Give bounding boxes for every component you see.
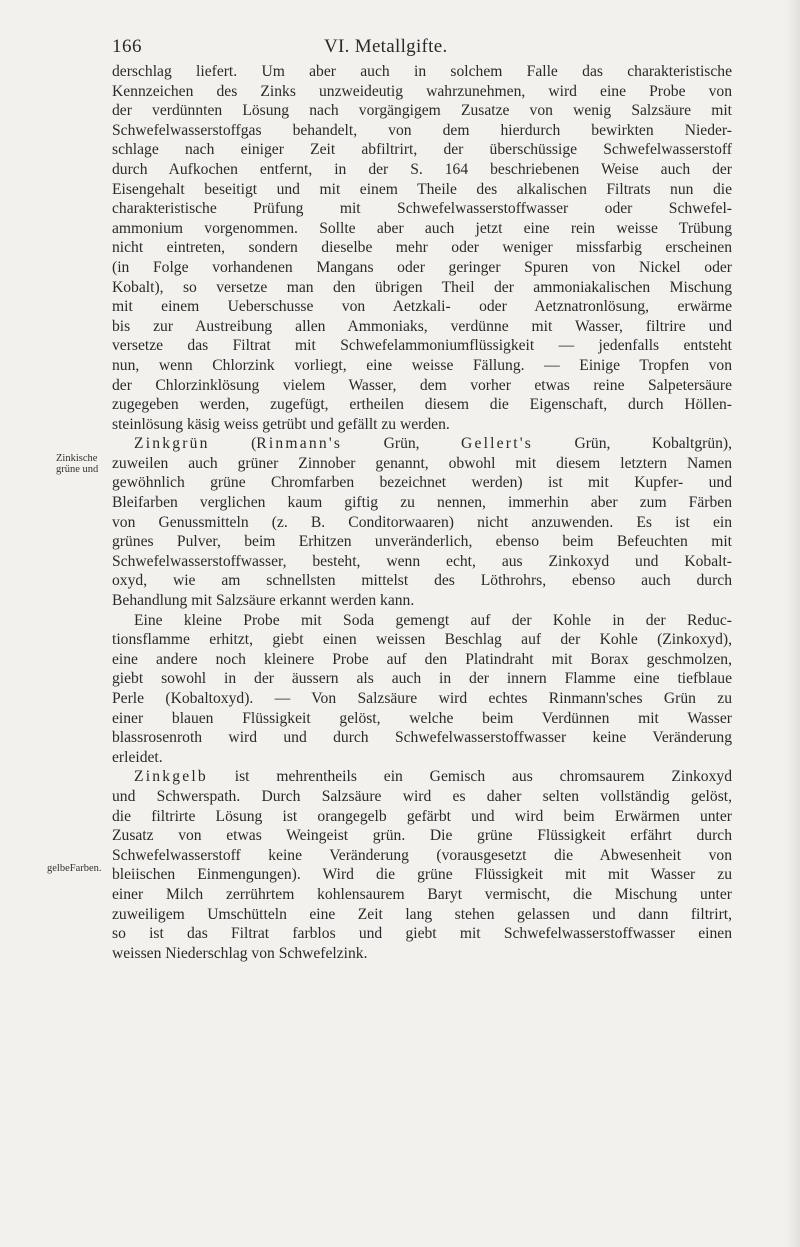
paragraph bbox=[112, 434, 732, 610]
text-line: weissen Niederschlag von Schwefelzink. bbox=[112, 944, 368, 962]
text-line: Zinkgrün (Rinmann's Grün, Gellert's Grün, Kobaltgrün), bbox=[134, 435, 732, 453]
term-zinkgruen: Zinkgrün bbox=[134, 435, 210, 453]
text-line: Schwefelwasserstoffwasser, besteht, wenn echt, aus Zinkoxyd und Kobalt- bbox=[112, 552, 732, 570]
paragraph bbox=[112, 767, 732, 963]
text-line: (in Folge vorhandenen Mangans oder geringer Spuren von Nickel oder bbox=[112, 258, 732, 276]
term-rinmann: Rinmann's bbox=[256, 435, 343, 453]
text-line: die filtrirte Lösung ist orangegelb gefärbt und wird beim Erwärmen unter bbox=[112, 807, 732, 825]
text-line: derschlag liefert. Um aber auch in solchem Falle das charakteristische bbox=[112, 63, 732, 80]
text-line: durch Aufkochen entfernt, in der S. 164 beschriebenen Weise auch der bbox=[112, 160, 732, 178]
text-line: grünes Pulver, beim Erhitzen unveränderlich, ebenso beim Befeuchten mit bbox=[112, 533, 732, 551]
text-line: charakteristische Prüfung mit Schwefelwasserstoffwasser oder Schwefel- bbox=[112, 200, 732, 218]
text-line: Eisengehalt beseitigt und mit einem Theile des alkalischen Filtrats nun die bbox=[112, 180, 732, 198]
text-line: von Genussmitteln (z. B. Conditorwaaren) nicht anzuwenden. Es ist ein bbox=[112, 513, 732, 531]
text-line: gewöhnlich grüne Chromfarben bezeichnet werden) ist mit Kupfer- und bbox=[112, 474, 732, 492]
text-line: erleidet. bbox=[112, 748, 163, 766]
text-line: Zinkgelb ist mehrentheils ein Gemisch aus chromsaurem Zinkoxyd bbox=[134, 768, 732, 786]
page-header bbox=[112, 36, 732, 62]
text-line: der Chlorzinklösung vielem Wasser, dem vorher etwas reine Salpetersäure bbox=[112, 376, 732, 394]
text-line: ammonium vorgenommen. Sollte aber auch jetzt eine rein weisse Trübung bbox=[112, 219, 732, 237]
text-line: steinlösung käsig weiss getrübt und gefällt zu werden. bbox=[112, 415, 450, 433]
text-line: eine andere noch kleinere Probe auf den Platindraht mit Borax geschmolzen, bbox=[112, 650, 732, 668]
text-line: Kobalt), so versetze man den übrigen Theil der ammoniakalischen Mischung bbox=[112, 278, 732, 296]
text-line: so ist das Filtrat farblos und giebt mit Schwefelwasserstoffwasser einen bbox=[112, 925, 732, 943]
text-line: schlage nach einiger Zeit abfiltrirt, der überschüssige Schwefelwasserstoff bbox=[112, 141, 732, 159]
text-line: Behandlung mit Salzsäure erkannt werden kann. bbox=[112, 592, 415, 610]
text-line: mit einem Ueberschusse von Aetzkali- oder Aetznatronlösung, erwärme bbox=[112, 298, 732, 316]
text-line: Schwefelwasserstoff keine Veränderung (vorausgesetzt die Abwesenheit von bbox=[112, 846, 732, 864]
text-line: bleiischen Einmengungen). Wird die grüne Flüssigkeit mit mit Wasser zu bbox=[112, 866, 732, 884]
text-line: Schwefelwasserstoffgas behandelt, von dem hierdurch bewirkten Nieder- bbox=[112, 121, 732, 139]
text-line: Zusatz von etwas Weingeist grün. Die grüne Flüssigkeit erfährt durch bbox=[112, 827, 732, 845]
text-line: tionsflamme erhitzt, giebt einen weissen Beschlag auf der Kohle (Zinkoxyd), bbox=[112, 631, 732, 649]
text-line: nun, wenn Chlorzink vorliegt, eine weisse Fällung. — Einige Tropfen von bbox=[112, 356, 732, 374]
text-line: und Schwerspath. Durch Salzsäure wird es daher selten vollständig gelöst, bbox=[112, 787, 732, 805]
text-line: einer blauen Flüssigkeit gelöst, welche beim Verdünnen mit Wasser bbox=[112, 709, 732, 727]
text-line: versetze das Filtrat mit Schwefelammoniumflüssigkeit — jedenfalls entsteht bbox=[112, 337, 732, 355]
text-line: der verdünnten Lösung nach vorgängigem Zusatze von wenig Salzsäure mit bbox=[112, 102, 732, 120]
text-line: einer Milch zerrührtem kohlensaurem Baryt vermischt, die Mischung unter bbox=[112, 885, 732, 903]
text-line: zugegeben werden, zugefügt, ertheilen diesem die Eigenschaft, durch Höllen- bbox=[112, 396, 732, 414]
running-title: VI. Metallgifte. bbox=[324, 36, 448, 57]
text-line: Eine kleine Probe mit Soda gemengt auf der Kohle in der Reduc- bbox=[134, 611, 732, 629]
page-number: 166 bbox=[112, 36, 142, 57]
paragraph bbox=[112, 62, 732, 434]
text-line: zuweilen auch grüner Zinnober genannt, obwohl mit diesem letztern Namen bbox=[112, 454, 732, 472]
paragraph bbox=[112, 611, 732, 768]
body-text bbox=[112, 62, 732, 963]
text-line: blassrosenroth wird und durch Schwefelwasserstoffwasser keine Veränderung bbox=[112, 729, 732, 747]
scan-edge-shadow bbox=[786, 0, 800, 1247]
margin-note-gelbe-farben: gelbeFarben. bbox=[47, 863, 102, 874]
text-line: oxyd, wie am schnellsten mittelst des Löthrohrs, ebenso auch durch bbox=[112, 572, 732, 590]
text-line: Kennzeichen des Zinks unzweideutig wahrzunehmen, wird eine Probe von bbox=[112, 82, 732, 100]
text-line: nicht eintreten, sondern dieselbe mehr oder weniger missfarbig erscheinen bbox=[112, 239, 732, 257]
term-zinkgelb: Zinkgelb bbox=[134, 768, 208, 786]
text-line: Perle (Kobaltoxyd). — Von Salzsäure wird echtes Rinmann'sches Grün zu bbox=[112, 690, 732, 707]
margin-note-zinkische: Zinkische grüne und bbox=[56, 453, 99, 475]
text-line: zuweiligem Umschütteln eine Zeit lang stehen gelassen und dann filtrirt, bbox=[112, 905, 732, 923]
text-line: Bleifarben verglichen kaum giftig zu nennen, immerhin aber zum Färben bbox=[112, 494, 732, 512]
text-line: giebt sowohl in der äussern als auch in der innern Flamme eine tiefblaue bbox=[112, 670, 732, 688]
text-line: bis zur Austreibung allen Ammoniaks, verdünne mit Wasser, filtrire und bbox=[112, 317, 732, 335]
term-gellert: Gellert's bbox=[461, 435, 534, 453]
